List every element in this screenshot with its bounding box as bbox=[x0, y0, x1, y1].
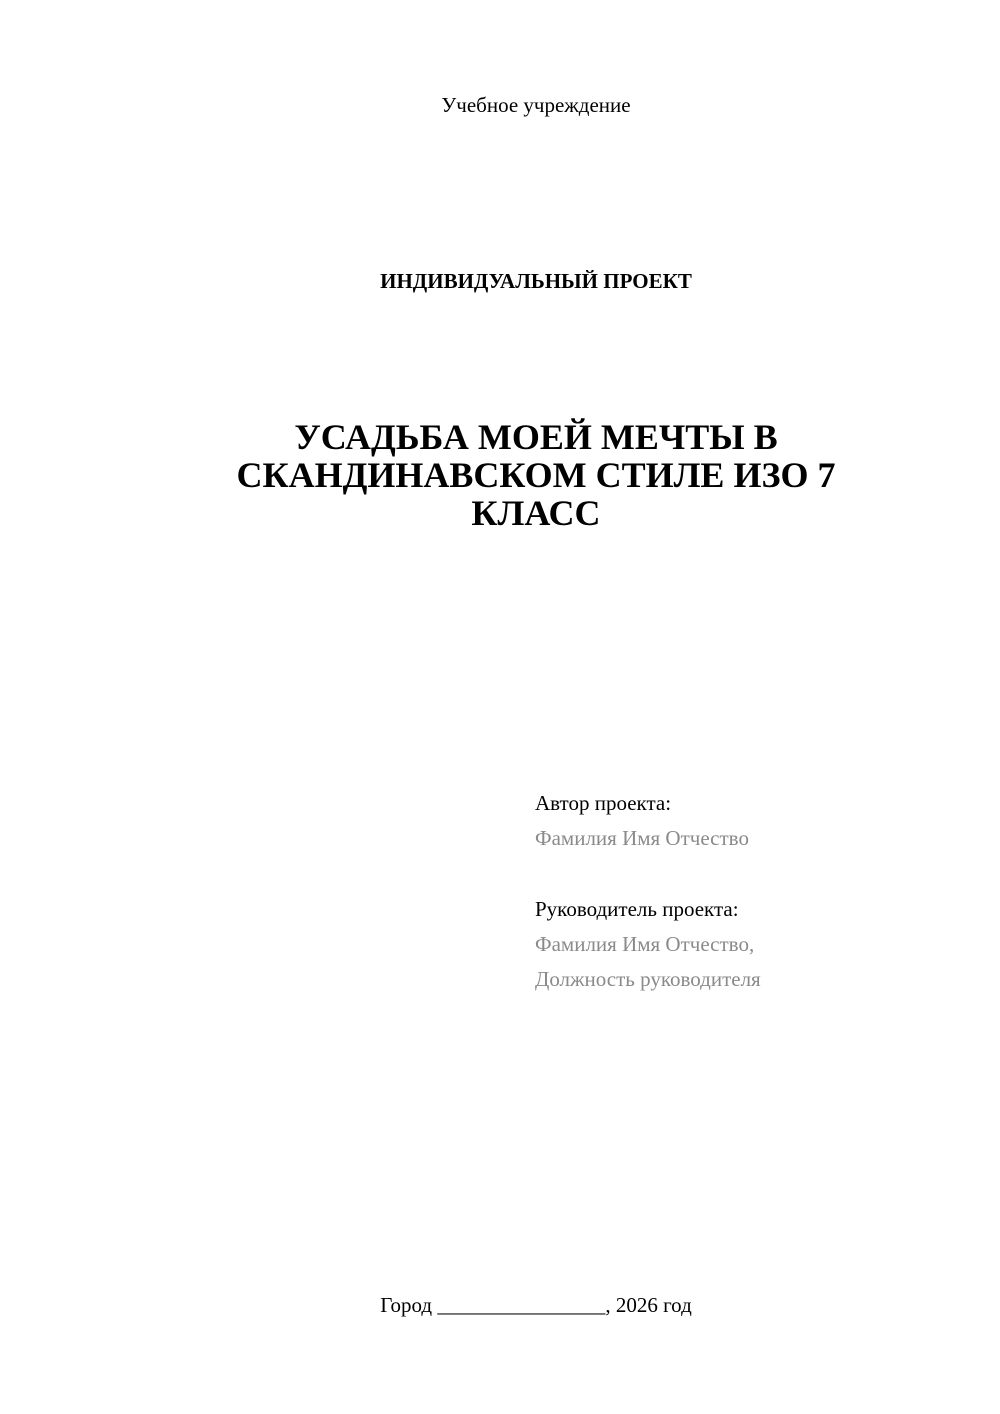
author-name: Фамилия Имя Отчество bbox=[535, 826, 749, 850]
supervisor-label: Руководитель проекта: bbox=[535, 897, 739, 921]
project-title-line-3: КЛАСС bbox=[471, 493, 601, 533]
supervisor-name: Фамилия Имя Отчество, bbox=[535, 932, 755, 956]
author-block bbox=[535, 786, 975, 856]
supervisor-block bbox=[535, 892, 975, 997]
project-title-line-1: УСАДЬБА МОЕЙ МЕЧТЫ В bbox=[294, 417, 778, 457]
supervisor-position: Должность руководителя bbox=[535, 967, 761, 991]
institution-name: Учебное учреждение bbox=[441, 93, 631, 117]
project-title-line-2: СКАНДИНАВСКОМ СТИЛЕ ИЗО 7 bbox=[236, 455, 836, 495]
document-type: ИНДИВИДУАЛЬНЫЙ ПРОЕКТ bbox=[380, 269, 692, 293]
project-title bbox=[200, 418, 872, 532]
author-label: Автор проекта: bbox=[535, 791, 672, 815]
city-year-line: Город ________________, 2026 год bbox=[380, 1293, 692, 1317]
